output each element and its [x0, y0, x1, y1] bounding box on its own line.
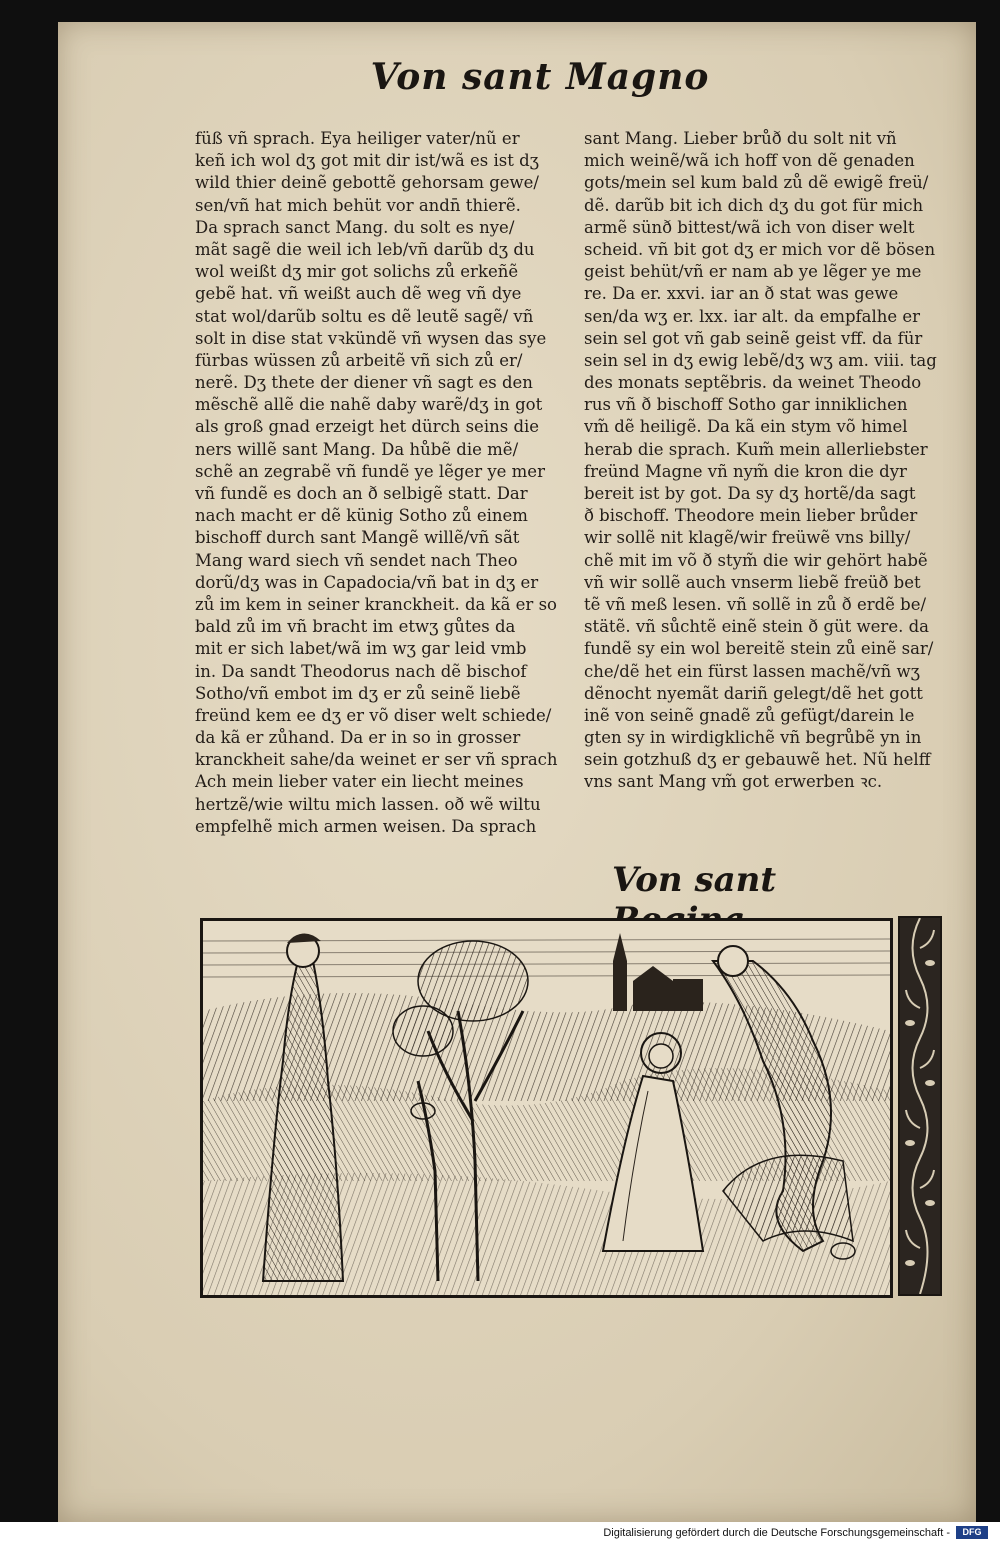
text-line: nach macht er dẽ künig Sotho zů einem — [195, 506, 528, 526]
text-line: tẽ vñ meß lesen. vñ sollẽ in zů ð erdẽ be/ — [584, 594, 927, 614]
text-line: Da sprach sanct Mang. du solt es nye/ — [195, 217, 515, 237]
text-line: geist behüt/vñ er nam ab ye lẽger ye me — [584, 262, 922, 282]
text-line: dorũ/dʒ was in Capadocia/vñ bat in dʒ er — [195, 572, 539, 592]
section-title: Von sant — [612, 860, 777, 900]
text-line: wol weißt dʒ mir got solichs zů erkeñẽ — [195, 262, 519, 282]
text-line: sen/da wʒ er. lxx. iar alt. da empfalhe er — [584, 306, 921, 326]
text-line: bald zů im vñ bracht im etwʒ gůtes da — [195, 617, 516, 637]
text-line: bereit ist by got. Da sy dʒ hortẽ/da sagt — [584, 484, 916, 503]
text-line: als groß gnad erzeigt het dürch seins die — [195, 417, 540, 437]
foliage-ornament-image — [900, 918, 940, 1294]
woodcut-illustration — [200, 918, 893, 1298]
text-line: vns sant Mang vm̃ got erwerben ꝛc. — [584, 772, 883, 792]
woodcut-scene-image — [203, 921, 890, 1295]
text-line: dẽnocht nyemãt dariñ gelegt/dẽ het gott — [584, 683, 923, 703]
text-line: nerẽ. Dʒ thete der diener vñ sagt es den — [195, 373, 533, 393]
text-line: des monats septẽbris. da weinet Theodo — [584, 373, 922, 393]
text-line: empfelhẽ mich armen weisen. Da sprach — [195, 816, 537, 836]
text-line: kranckheit sahe/da weinet er ser vñ sprach — [195, 750, 558, 770]
text-line: vñ fundẽ es doch an ð selbigẽ statt. Dar — [195, 484, 528, 503]
text-line: stat wol/darũb soltu es dẽ leutẽ sagẽ/ vñ — [195, 306, 534, 326]
text-line: keñ ich wol dʒ got mit dir ist/wã es ist dʒ — [195, 151, 539, 171]
text-line: ners willẽ sant Mang. Da hůbẽ die mẽ/ — [195, 439, 519, 459]
text-line: sein gotzhuß dʒ er gebauwẽ het. Nũ helff — [584, 750, 931, 770]
text-line: fürbas wüssen zů arbeitẽ vñ sich zů er/ — [195, 350, 523, 370]
text-line: wir sollẽ nit klagẽ/wir freüwẽ vns billy/ — [584, 528, 911, 548]
text-line: ð bischoff. Theodore mein lieber brůder — [584, 506, 918, 526]
right-text-column — [584, 128, 969, 794]
text-line: zů im kem in seiner kranckheit. da kã er so — [195, 594, 557, 614]
page-title: Von sant Magno — [370, 56, 710, 98]
text-line: gebẽ hat. vñ weißt auch dẽ weg vñ dye — [195, 284, 522, 304]
text-line: freünd Magne vñ nym̃ die kron die dyr — [584, 461, 907, 481]
text-line: che/dẽ het ein fürst lassen machẽ/vñ wʒ — [584, 661, 920, 681]
text-line: in. Da sandt Theodorus nach dẽ bischof — [195, 661, 527, 681]
text-line: fundẽ sy ein wol bereitẽ stein zů einẽ sar/ — [584, 639, 934, 659]
text-line: mich weinẽ/wã ich hoff von dẽ genaden — [584, 151, 915, 171]
ornamental-border — [898, 916, 942, 1296]
text-line: füß vñ sprach. Eya heiliger vater/nũ er — [195, 129, 520, 148]
text-line: armẽ sünð bittest/wã ich von diser welt — [584, 217, 915, 237]
text-line: Sotho/vñ embot im dʒ er zů seinẽ liebẽ — [195, 683, 521, 703]
text-line: herab die sprach. Kum̃ mein allerliebster — [584, 439, 928, 459]
text-line: stätẽ. vñ sůchtẽ einẽ stein ð güt were. da — [584, 617, 929, 637]
text-line: hertzẽ/wie wiltu mich lassen. oð wẽ wiltu — [195, 794, 541, 814]
left-text-column — [195, 128, 570, 838]
text-line: scheid. vñ bit got dʒ er mich vor dẽ bösen — [584, 239, 936, 259]
text-line: solt in dise stat vꝛkündẽ vñ wysen das sye — [195, 328, 547, 348]
text-line: vñ wir sollẽ auch vnserm liebẽ freüð bet — [584, 572, 921, 592]
dfg-logo: DFG — [956, 1526, 988, 1539]
text-line: wild thier deinẽ gebottẽ gehorsam gewe/ — [195, 173, 539, 193]
text-line: mit er sich labet/wã im wʒ gar leid vmb — [195, 639, 527, 659]
text-line: mãt sagẽ die weil ich leb/vñ darũb dʒ du — [195, 239, 535, 259]
text-line: mẽschẽ allẽ die nahẽ daby warẽ/dʒ in got — [195, 395, 543, 415]
text-line: Mang ward siech vñ sendet nach Theo — [195, 550, 518, 570]
text-line: gots/mein sel kum bald zů dẽ ewigẽ freü/ — [584, 173, 929, 193]
text-line: sen/vñ hat mich behüt vor andn̄ thierẽ. — [195, 195, 521, 215]
text-line: Ach mein lieber vater ein liecht meines — [195, 772, 524, 792]
text-line: gten sy in wirdigklichẽ vñ begrůbẽ yn in — [584, 728, 922, 748]
text-line: vm̃ dẽ heiligẽ. Da kã ein stym võ himel — [584, 417, 908, 437]
text-line: chẽ mit im võ ð stym̃ die wir gehört habẽ — [584, 550, 928, 570]
text-line: dẽ. darũb bit ich dich dʒ du got für mich — [584, 195, 924, 215]
text-line: inẽ von seinẽ gnadẽ zů gefügt/darein le — [584, 705, 915, 725]
text-line: sant Mang. Lieber brůð du solt nit vñ — [584, 129, 897, 148]
text-line: re. Da er. xxvi. iar an ð stat was gewe — [584, 284, 899, 304]
text-line: sein sel in dʒ ewig lebẽ/dʒ wʒ am. viii. tag — [584, 350, 937, 370]
text-line: bischoff durch sant Mangẽ willẽ/vñ sãt — [195, 528, 520, 548]
text-line: sein sel got vñ gab seinẽ geist vff. da für — [584, 328, 923, 348]
text-line: rus vñ ð bischoff Sotho gar inniklichen — [584, 395, 908, 415]
text-line: da kã er zůhand. Da er in so in grosser — [195, 728, 521, 748]
footer-credit: Digitalisierung gefördert durch die Deutsche Forschungsgemeinschaft - — [603, 1527, 950, 1539]
text-line: freünd kem ee dʒ er võ diser welt schiede/ — [195, 705, 552, 725]
text-line: schẽ an zegrabẽ vñ fundẽ ye lẽger ye mer — [195, 461, 545, 481]
